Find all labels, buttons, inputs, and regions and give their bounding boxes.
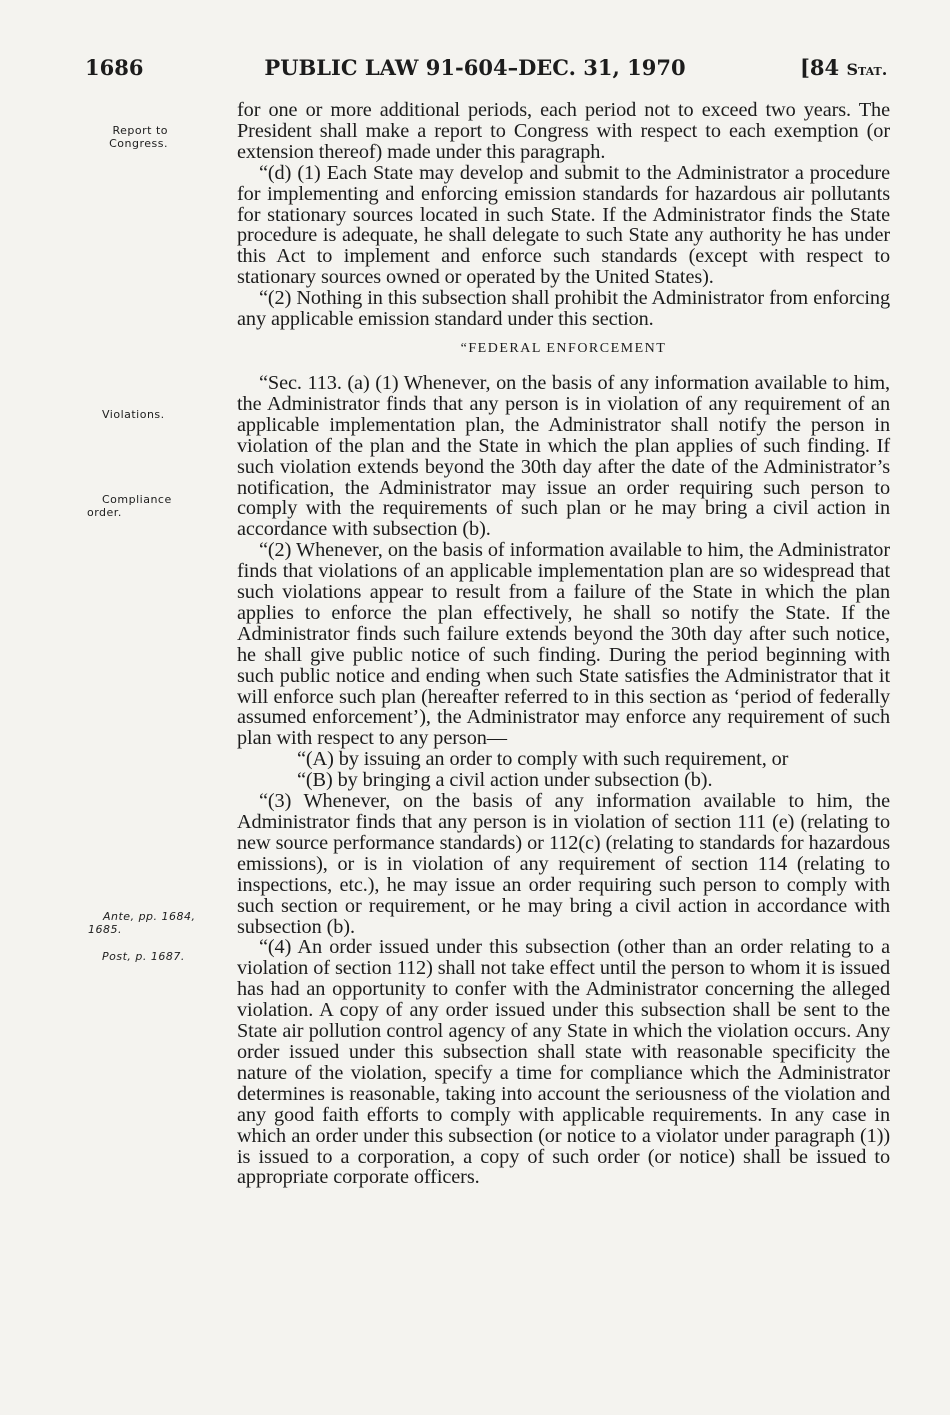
- body-text: [237, 100, 890, 1188]
- margin-note-line: order.: [87, 506, 122, 519]
- section-heading: “FEDERAL ENFORCEMENT: [460, 340, 667, 356]
- subparagraph: “(B) by bringing a civil action under subsection (b).: [297, 769, 713, 792]
- margin-note-line: Compliance: [102, 493, 172, 506]
- subparagraph: “(A) by issuing an order to comply with such requirement, or: [297, 748, 789, 771]
- running-head: PUBLIC LAW 91-604–DEC. 31, 1970: [264, 55, 686, 80]
- page-header: [0, 55, 950, 85]
- margin-note-line: 1685.: [88, 923, 122, 936]
- margin-note-line: Congress.: [109, 137, 168, 150]
- statute-volume: [800, 55, 887, 80]
- margin-note-ante: [88, 910, 196, 936]
- paragraph: for one or more additional periods, each period not to exceed two years. The President shall make a report to Congress with respect to each exemption (or extension thereof) made under this paragraph.: [237, 99, 890, 163]
- statute-word: Stat.: [846, 60, 888, 79]
- paragraph: “(d) (1) Each State may develop and submit to the Administrator a procedure for implementing and enforcing emission standards for hazardous air pollutants for stationary sources located in such State. If the Administrator finds the State procedure is adequate, he shall delegate to such State any authority he has under this Act to implement and enforce such standards (except with respect to stationary sources owned or operated by the United States).: [237, 161, 890, 289]
- margin-note-post: Post, p. 1687.: [102, 950, 185, 963]
- margin-note-line: Report to: [112, 124, 168, 137]
- statute-prefix: [84: [800, 55, 847, 80]
- paragraph: “(4) An order issued under this subsection (other than an order relating to a violation of section 112) shall not take effect until the person to whom it is issued has had an opportunity to confer with the Administrator concerning the alleged violation. A copy of any order issued under this subsection shall be sent to the State air pollution control agency of any State in which the violation occurs. Any order issued under this subsection shall state with reasonable specificity the nature of the violation, specify a time for compliance which the Administrator determines is reasonable, taking into account the seriousness of the violation and any good faith efforts to comply with applicable requirements. In any case in which an order under this subsection (or notice to a violator under paragraph (1)) is issued to a corporation, a copy of such order (or notice) shall be issued to appropriate corporate officers.: [237, 936, 890, 1189]
- margin-note-violations: Violations.: [102, 408, 165, 421]
- paragraph: “Sec. 113. (a) (1) Whenever, on the basis of any information available to him, the Administrator finds that any person is in violation of any requirement of an applicable implementation plan, the Administrator shall notify the person in violation of the plan and the State in which the plan applies of such finding. If such violation extends beyond the 30th day after the date of the Administrator’s notification, the Administrator may issue an order requiring such person to comply with the requirements of such plan or he may bring a civil action in accordance with subsection (b).: [237, 371, 890, 541]
- paragraph: “(2) Whenever, on the basis of information available to him, the Administrator finds that violations of an applicable implementation plan are so widespread that such violations appear to result from a failure of the State in which the plan applies to enforce the plan effectively, he shall so notify the State. If the Administrator finds such failure extends beyond the 30th day after such notice, he shall give public notice of such finding. During the period beginning with such public notice and ending when such State satisfies the Administrator that it will enforce such plan (hereafter referred to in this section as ‘period of federally assumed enforcement’), the Administrator may enforce any requirement of such plan with respect to any person—: [237, 539, 890, 750]
- margin-note-compliance: [87, 493, 172, 519]
- margin-note-report: [70, 124, 168, 150]
- paragraph: “(3) Whenever, on the basis of any information available to him, the Administrator finds that any person is in violation of section 111 (e) (relating to new source performance standards) or 112(c) (relating to standards for hazardous emissions), or is in violation of any requirement of section 114 (relating to inspections, etc.), he may issue an order requiring such person to comply with such section or requirement, or he may bring a civil action in accordance with subsection (b).: [237, 790, 890, 938]
- paragraph: “(2) Nothing in this subsection shall prohibit the Administrator from enforcing any applicable emission standard under this section.: [237, 287, 890, 331]
- margin-note-line: Ante, pp. 1684,: [103, 910, 196, 923]
- page-number: 1686: [85, 55, 144, 80]
